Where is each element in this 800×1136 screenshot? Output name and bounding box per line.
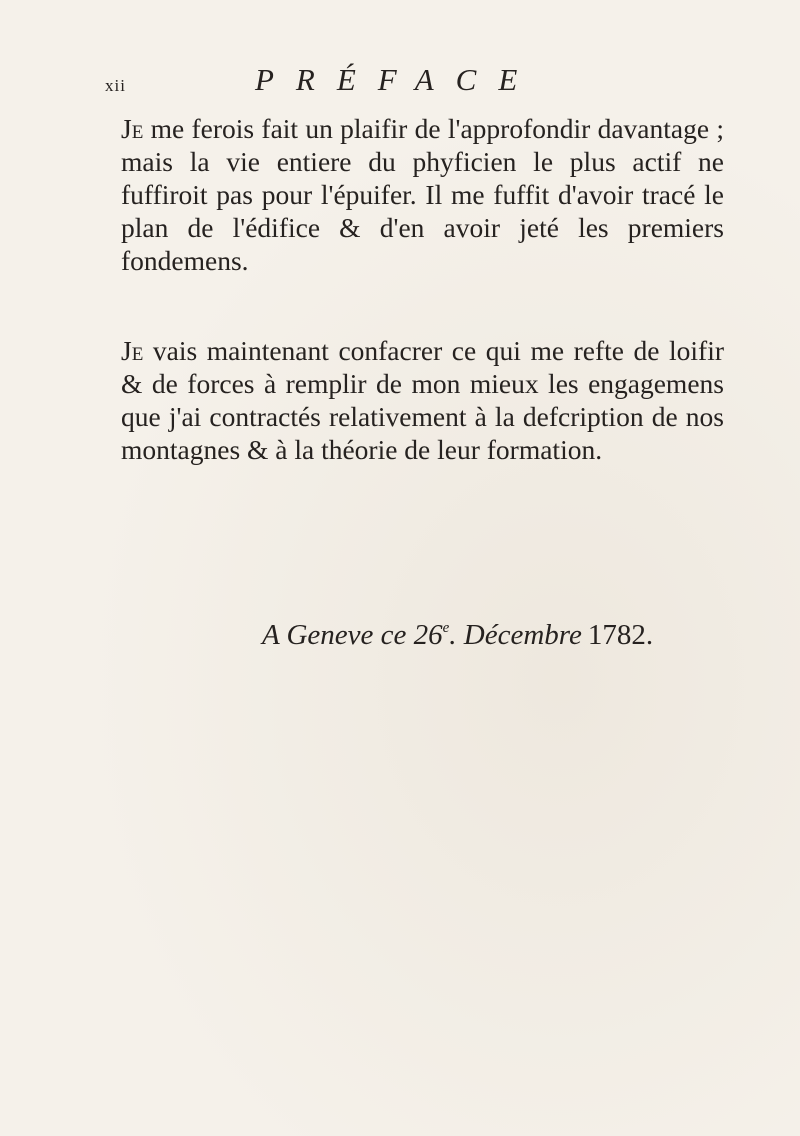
show-through-texture [130,700,770,1080]
running-head [105,62,705,102]
running-title: PRÉFACE [255,62,540,97]
page-number: xii [105,76,126,95]
paragraph-1-initial: Je [121,113,144,144]
paragraph-1 [121,112,724,277]
paragraph-2-initial: Je [121,335,144,366]
paragraph-1-text: me ferois fait un plaifir de l'approfondir davantage ; mais la vie entiere du phyficien le plus actif ne fuffiroit pas pour l'épuifer. Il me fuffit d'avoir tracé le plan de l'édifice & d'en avoir jeté les premiers fondemens. [121,113,724,276]
paragraph-2-text: vais maintenant confacrer ce qui me refte de loifir & de forces à remplir de mon mieux les engagemens que j'ai contractés relativement à la defcription de nos montagnes & à la théorie de leur formation. [121,335,724,465]
dateline [262,619,653,652]
paragraph-2 [121,334,724,466]
dateline-ordinal: e [442,620,450,636]
dateline-month: . Décembre [449,619,582,651]
dateline-year: 1782. [587,619,654,651]
dateline-place: A Geneve ce 26 [262,619,443,651]
